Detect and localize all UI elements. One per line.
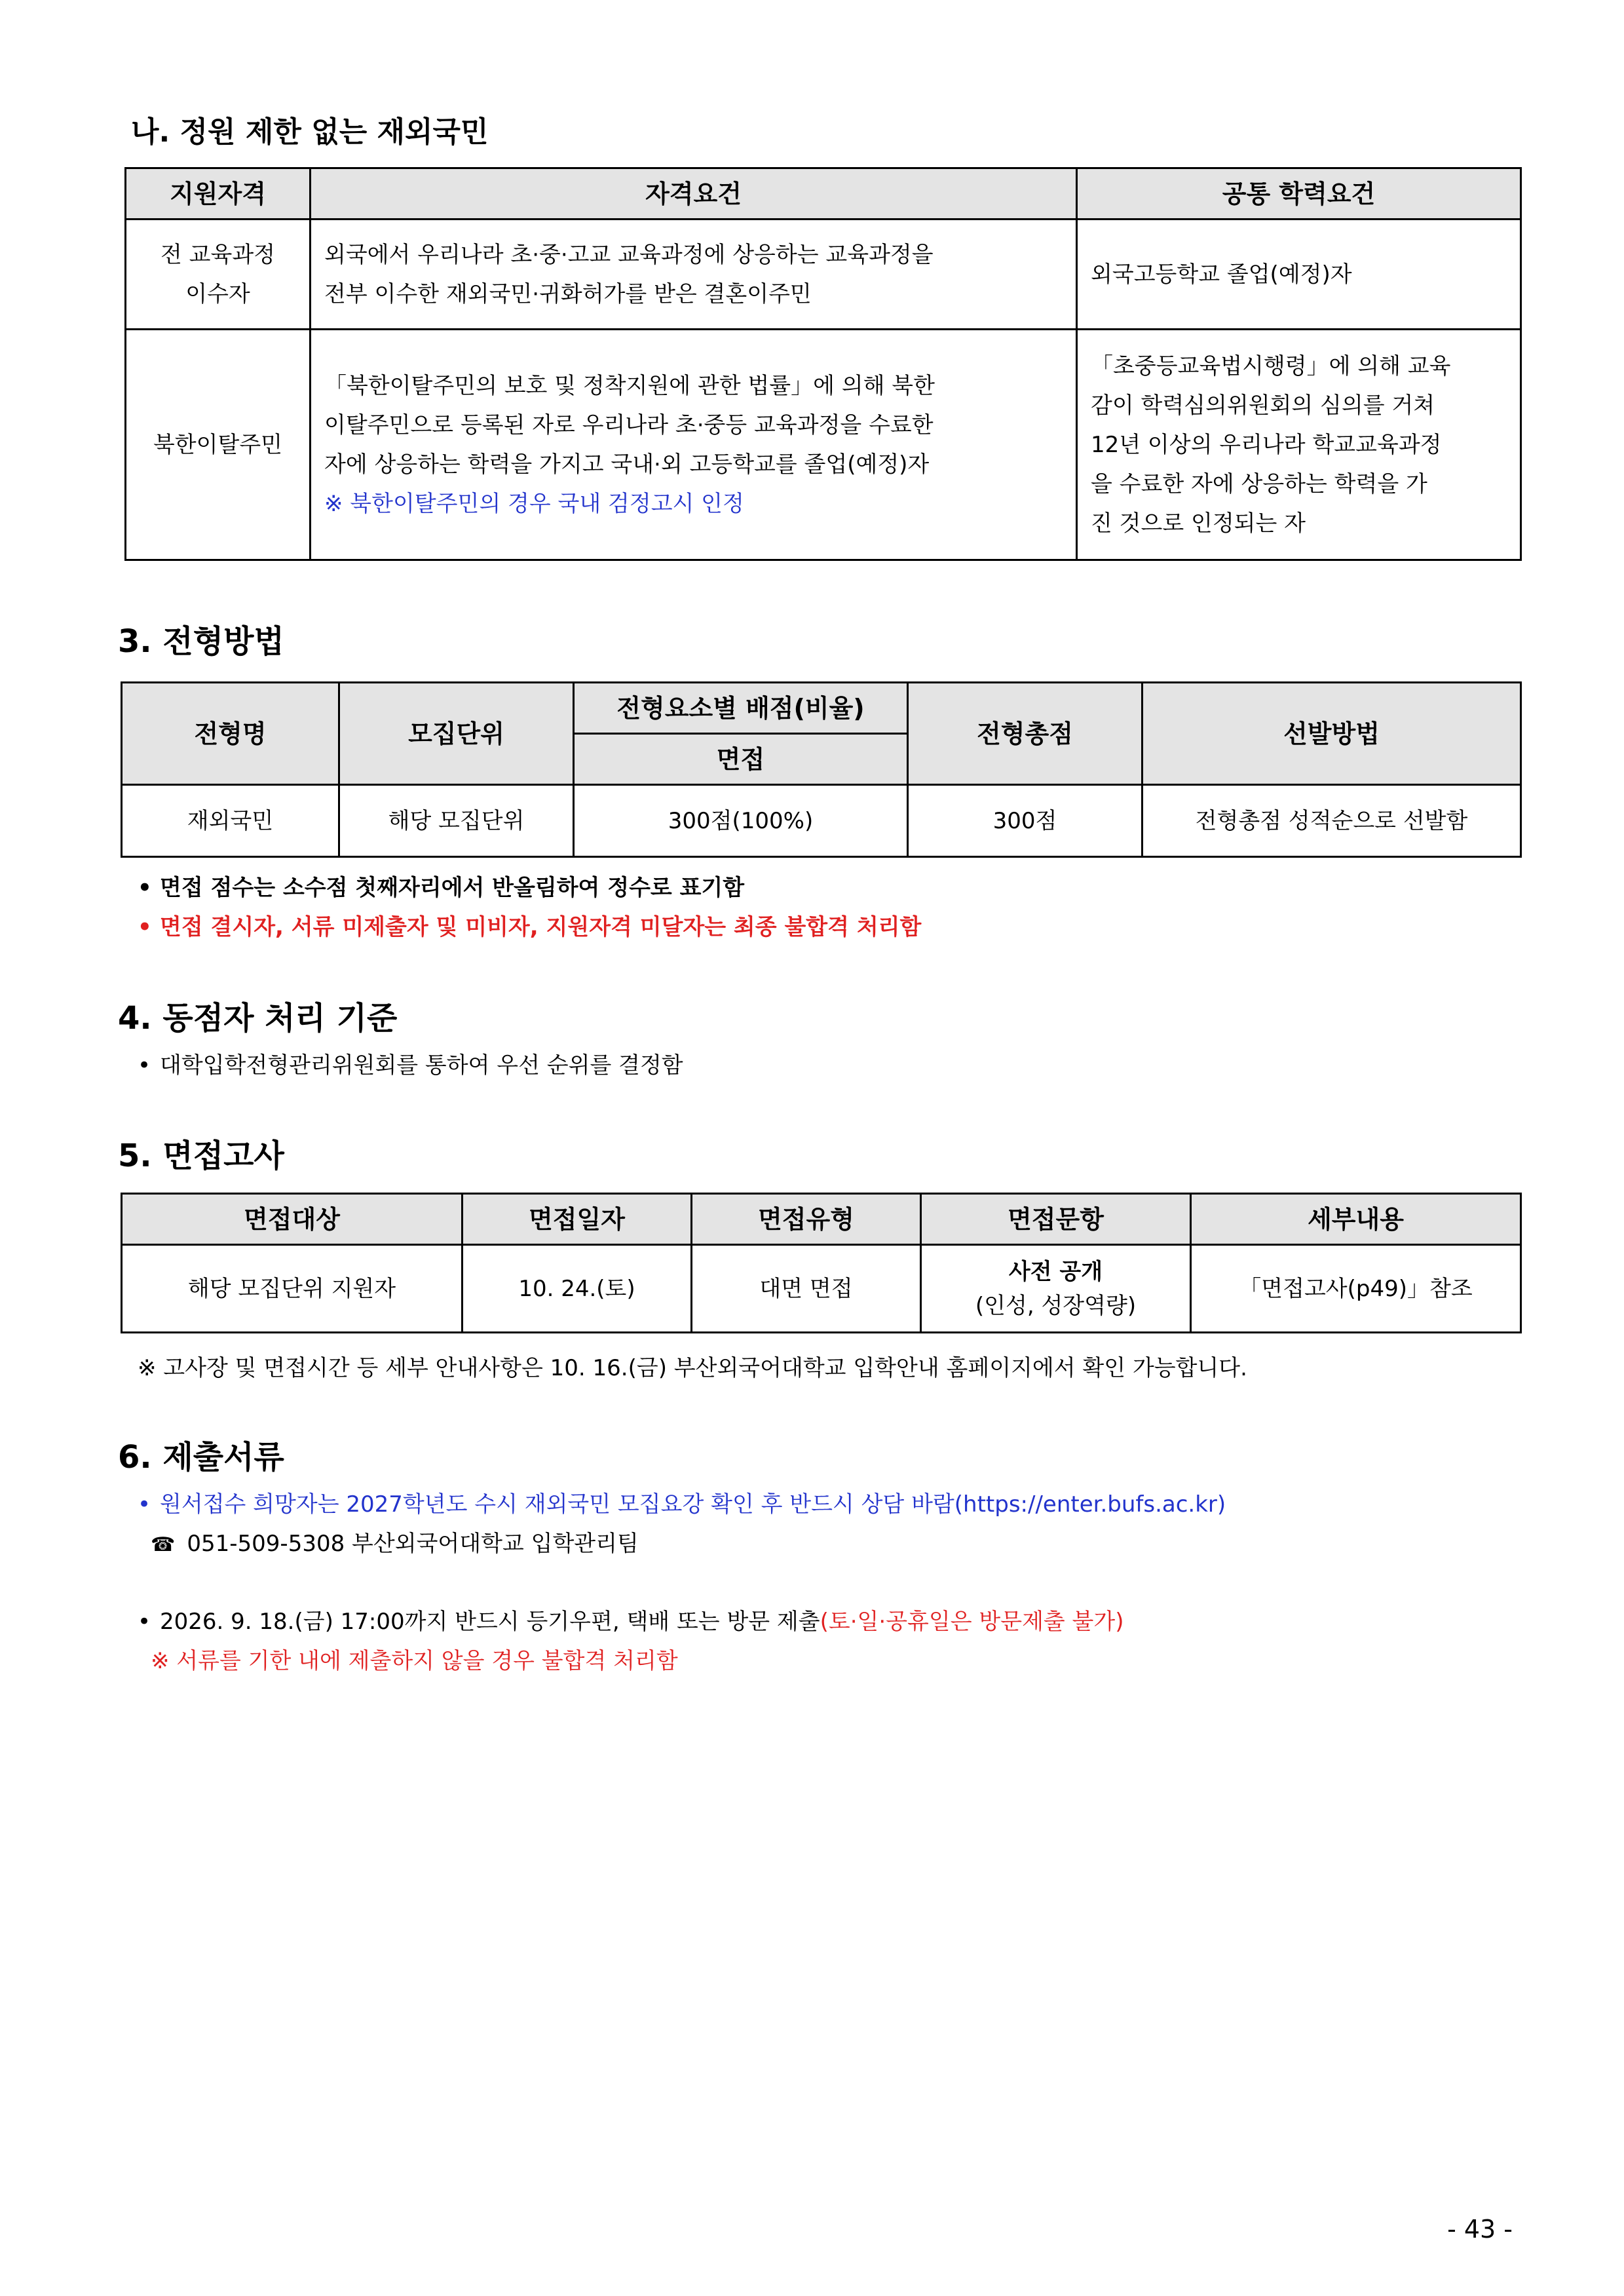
col-header-qualification: 지원자격 <box>126 168 311 220</box>
phone-icon: ☎ <box>151 1533 176 1556</box>
unit-cell: 해당 모집단위 <box>339 785 574 857</box>
interview-notice: ※ 고사장 및 면접시간 등 세부 안내사항은 10. 16.(금) 부산외국어대학교 입학안내 홈페이지에서 확인 가능합니다. <box>138 1355 1247 1381</box>
table-row <box>126 220 1521 330</box>
note-rounding: • 면접 점수는 소수점 첫째자리에서 반올림하여 정수로 표기함 <box>138 875 745 901</box>
col-header-unit: 모집단위 <box>339 683 574 785</box>
page-number: - 43 - <box>1447 2215 1513 2244</box>
common-academic-cell: 외국고등학교 졸업(예정)자 <box>1077 220 1521 330</box>
table-row <box>122 785 1521 857</box>
col-header-date: 면접일자 <box>463 1194 692 1245</box>
type-cell: 대면 면접 <box>692 1245 921 1333</box>
subsection-heading: 나. 정원 제한 없는 재외국민 <box>131 115 489 149</box>
selection-method-table <box>121 681 1522 858</box>
question-cell: 사전 공개 (인성, 성장역량) <box>921 1245 1191 1333</box>
requirement-cell: 외국에서 우리나라 초·중·고교 교육과정에 상응하는 교육과정을 전부 이수한 재외국민·귀화허가를 받은 결혼이주민 <box>311 220 1077 330</box>
qualification-table <box>124 167 1522 561</box>
name-cell: 재외국민 <box>122 785 339 857</box>
col-header-requirement: 자격요건 <box>311 168 1077 220</box>
interview-table <box>121 1193 1522 1333</box>
section-heading: 5. 면접고사 <box>118 1138 284 1174</box>
qualification-cell: 북한이탈주민 <box>126 330 311 560</box>
col-header-method: 선발방법 <box>1142 683 1521 785</box>
requirement-note: ※ 북한이탈주민의 경우 국내 검정고시 인정 <box>324 490 744 517</box>
col-header-question: 면접문항 <box>921 1194 1191 1245</box>
note-disqualification: • 면접 결시자, 서류 미제출자 및 미비자, 지원자격 미달자는 최종 불합격 처리함 <box>138 914 922 940</box>
col-header-type: 면접유형 <box>692 1194 921 1245</box>
section-heading: 3. 전형방법 <box>118 623 284 660</box>
section-heading: 6. 제출서류 <box>118 1439 284 1476</box>
consultation-note: • 원서접수 희망자는 2027학년도 수시 재외국민 모집요강 확인 후 반드시 상담 바람(https://enter.bufs.ac.kr) <box>138 1491 1226 1518</box>
total-score-cell: 300점 <box>908 785 1142 857</box>
contact-line: ☎ 051-509-5308 부산외국어대학교 입학관리팀 <box>151 1531 639 1557</box>
table-row <box>126 330 1521 560</box>
col-header-common-academic: 공통 학력요건 <box>1077 168 1521 220</box>
detail-cell: 「면접고사(p49)」참조 <box>1191 1245 1521 1333</box>
date-cell: 10. 24.(토) <box>463 1245 692 1333</box>
tie-break-note: • 대학입학전형관리위원회를 통하여 우선 순위를 결정함 <box>138 1052 683 1079</box>
target-cell: 해당 모집단위 지원자 <box>122 1245 463 1333</box>
late-submission-warning: ※ 서류를 기한 내에 제출하지 않을 경우 불합격 처리함 <box>151 1648 678 1674</box>
col-header-total: 전형총점 <box>908 683 1142 785</box>
col-header-target: 면접대상 <box>122 1194 463 1245</box>
section-heading: 4. 동점자 처리 기준 <box>118 1000 398 1037</box>
method-cell: 전형총점 성적순으로 선발함 <box>1142 785 1521 857</box>
col-header-name: 전형명 <box>122 683 339 785</box>
col-header-score-group: 전형요소별 배점(비율) <box>574 683 908 734</box>
qualification-cell: 전 교육과정 이수자 <box>126 220 311 330</box>
table-row <box>122 1245 1521 1333</box>
col-header-detail: 세부내용 <box>1191 1194 1521 1245</box>
interview-score-cell: 300점(100%) <box>574 785 908 857</box>
deadline-note: • 2026. 9. 18.(금) 17:00까지 반드시 등기우편, 택배 또는 방문 제출(토·일·공휴일은 방문제출 불가) <box>138 1609 1124 1635</box>
common-academic-cell: 「초중등교육법시행령」에 의해 교육 감이 학력심의위원회의 심의를 거쳐 12년 이상의 우리나라 학교교육과정 을 수료한 자에 상응하는 학력을 가 진 것으로 인정되는 자 <box>1077 330 1521 560</box>
col-header-interview: 면접 <box>574 734 908 785</box>
requirement-cell: 「북한이탈주민의 보호 및 정착지원에 관한 법률」에 의해 북한 이탈주민으로 등록된 자로 우리나라 초·중등 교육과정을 수료한 자에 상응하는 학력을 가지고 국내·외 고등학교를 졸업(예정)자 ※ 북한이탈주민의 경우 국내 검정고시 인정 <box>311 330 1077 560</box>
